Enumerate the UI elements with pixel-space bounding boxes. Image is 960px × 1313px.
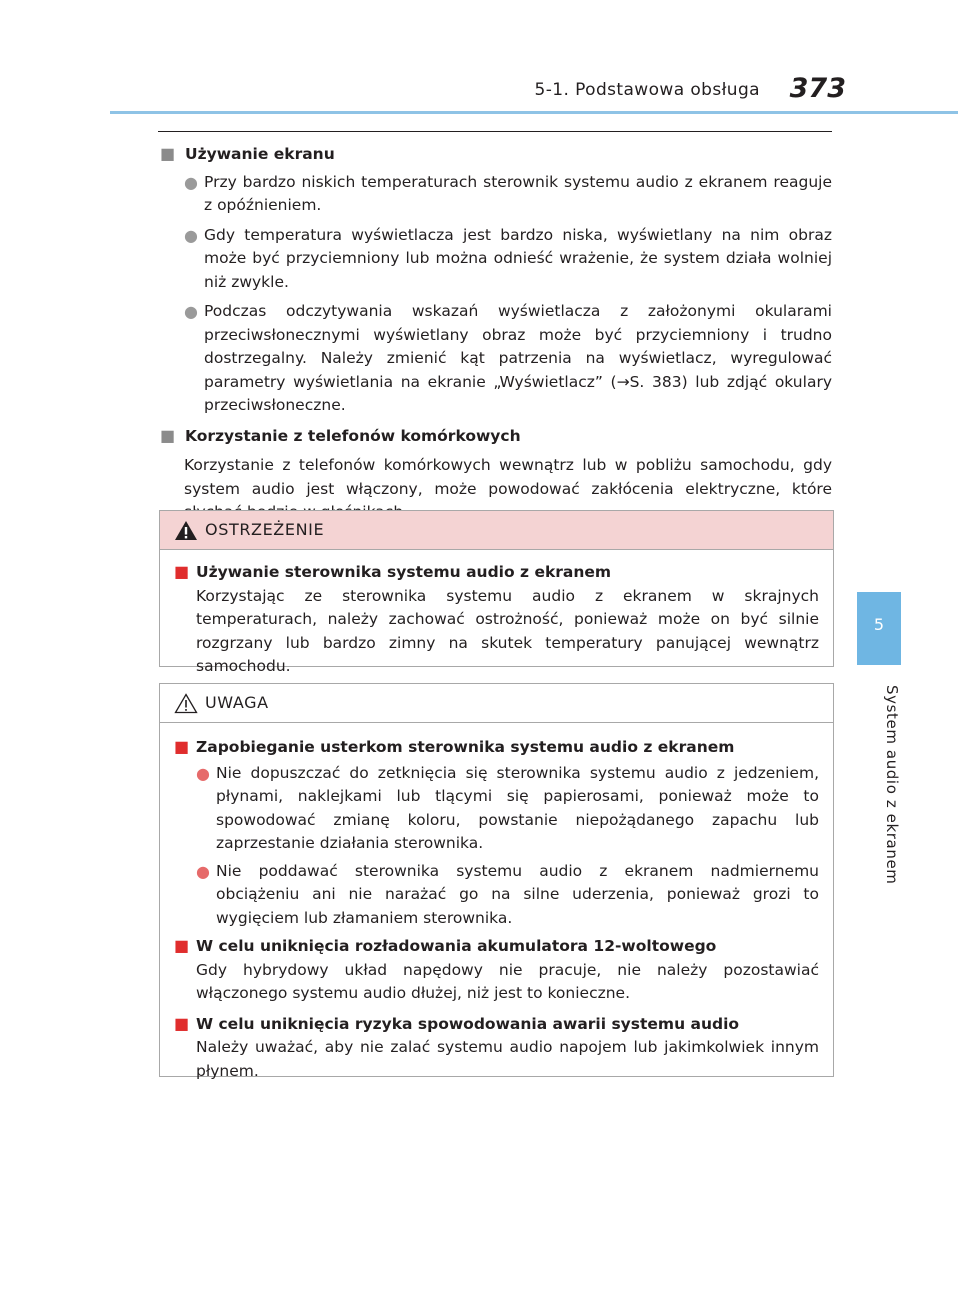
square-bullet-icon: ■ <box>174 936 190 955</box>
warning-triangle-filled-icon <box>174 520 198 541</box>
notice-item-heading <box>174 1012 819 1037</box>
circle-bullet-icon: ● <box>184 225 198 245</box>
list-item <box>184 224 832 295</box>
list-item <box>184 300 832 418</box>
warning-box-header <box>160 511 833 550</box>
notice-box <box>159 683 834 1080</box>
content-top-rule <box>158 131 832 132</box>
notice-item-heading-text: Zapobieganie usterkom sterownika systemu audio z ekranem <box>196 738 735 756</box>
section-heading-screen <box>160 142 832 167</box>
notice-item-heading-text: W celu uniknięcia ryzyka spowodowania awarii systemu audio <box>196 1014 740 1033</box>
circle-bullet-icon: ● <box>184 302 198 321</box>
warning-box-title: OSTRZEŻENIE <box>205 520 325 540</box>
square-bullet-icon: ■ <box>174 562 190 581</box>
list-item-text: Gdy temperatura wyświetlacza jest bardzo niska, wyświetlany na nim obraz może być przyciemniony lub można odnieść wrażenie, że system działa wolniej niż zwykle. <box>204 225 832 291</box>
notice-item-paragraph: Należy uważać, aby nie zalać systemu audio napojem lub jakimkolwiek innym płynem. <box>196 1038 819 1080</box>
circle-bullet-icon: ● <box>196 763 210 783</box>
main-content <box>160 140 832 525</box>
list-item-text: Przy bardzo niskich temperaturach sterownik systemu audio z ekranem reaguje z opóźnieniem. <box>204 172 832 214</box>
list-item <box>184 171 832 218</box>
header-rule <box>110 111 958 114</box>
page-number: 373 <box>789 73 846 104</box>
notice-box-title: UWAGA <box>205 693 269 713</box>
circle-bullet-icon: ● <box>184 172 198 192</box>
list-item <box>196 860 819 931</box>
warning-triangle-outline-icon <box>174 693 198 714</box>
notice-item-heading <box>174 934 819 959</box>
list-item-text: Nie poddawać sterownika systemu audio z ekranem nadmiernemu obciążeniu ani nie narażać go na silne uderzenia, ponieważ grozi to wygięciem lub złamaniem sterownika. <box>216 861 819 927</box>
warning-item-heading-text: Używanie sterownika systemu audio z ekranem <box>196 563 612 581</box>
list-item-text: Podczas odczytywania wskazań wyświetlacza z założonymi okularami przeciwsłonecznymi wyświetlany obraz może być przyciemniony i trudno dostrzegalny. Należy zmienić kąt patrzenia na wyświetlacz, wyregulować parametry wyświetlania na ekranie „Wyświetlacz” (→S. 383) lub zdjąć okulary przeciwsłoneczne. <box>204 302 832 414</box>
chapter-tab: 5 <box>857 592 901 665</box>
square-bullet-icon: ■ <box>160 144 176 163</box>
warning-box-body <box>160 550 833 679</box>
chapter-tab-label-text: System audio z ekranem <box>883 685 901 885</box>
notice-box-body <box>160 723 833 1083</box>
section-heading-phones <box>160 424 832 449</box>
list-item-text: Nie dopuszczać do zetknięcia się sterownika systemu audio z jedzeniem, płynami, naklejkami lub tlącymi się papierosami, ponieważ może to spowodować zmianę koloru, powstanie niepożądanego zapachu lub zaprzestanie działania sterownika. <box>216 763 819 852</box>
notice-item-heading <box>174 735 819 760</box>
notice-box-header <box>160 684 833 723</box>
notice-item-heading-text: W celu uniknięcia rozładowania akumulatora 12-woltowego <box>196 937 717 955</box>
warning-box <box>159 510 834 675</box>
warning-item-heading <box>174 560 819 585</box>
section-heading-text: Używanie ekranu <box>185 145 335 163</box>
notice-item-paragraph: Gdy hybrydowy układ napędowy nie pracuje, nie należy pozostawiać włączonego systemu audio dłużej, niż jest to konieczne. <box>196 960 819 1002</box>
running-header-title: 5-1. Podstawowa obsługa <box>534 80 760 100</box>
chapter-tab-label <box>857 670 901 900</box>
square-bullet-icon: ■ <box>174 737 190 756</box>
section-paragraph: Korzystanie z telefonów komórkowych wewnątrz lub w pobliżu samochodu, gdy system audio jest włączony, może powodować zakłócenia elektryczne, które <box>184 456 832 498</box>
list-item <box>196 762 819 856</box>
circle-bullet-icon: ● <box>196 861 210 881</box>
warning-item-paragraph: Korzystając ze sterownika systemu audio z ekranem w skrajnych temperaturach, należy zachować ostrożność, ponieważ może on być silnie rozgrzany lub bardzo zimny na skutek temperatury panującej wewnątrz samochodu. <box>196 586 819 675</box>
square-bullet-icon: ■ <box>174 1013 190 1033</box>
section-heading-text: Korzystanie z telefonów komórkowych <box>185 426 521 445</box>
square-bullet-icon: ■ <box>160 425 176 445</box>
